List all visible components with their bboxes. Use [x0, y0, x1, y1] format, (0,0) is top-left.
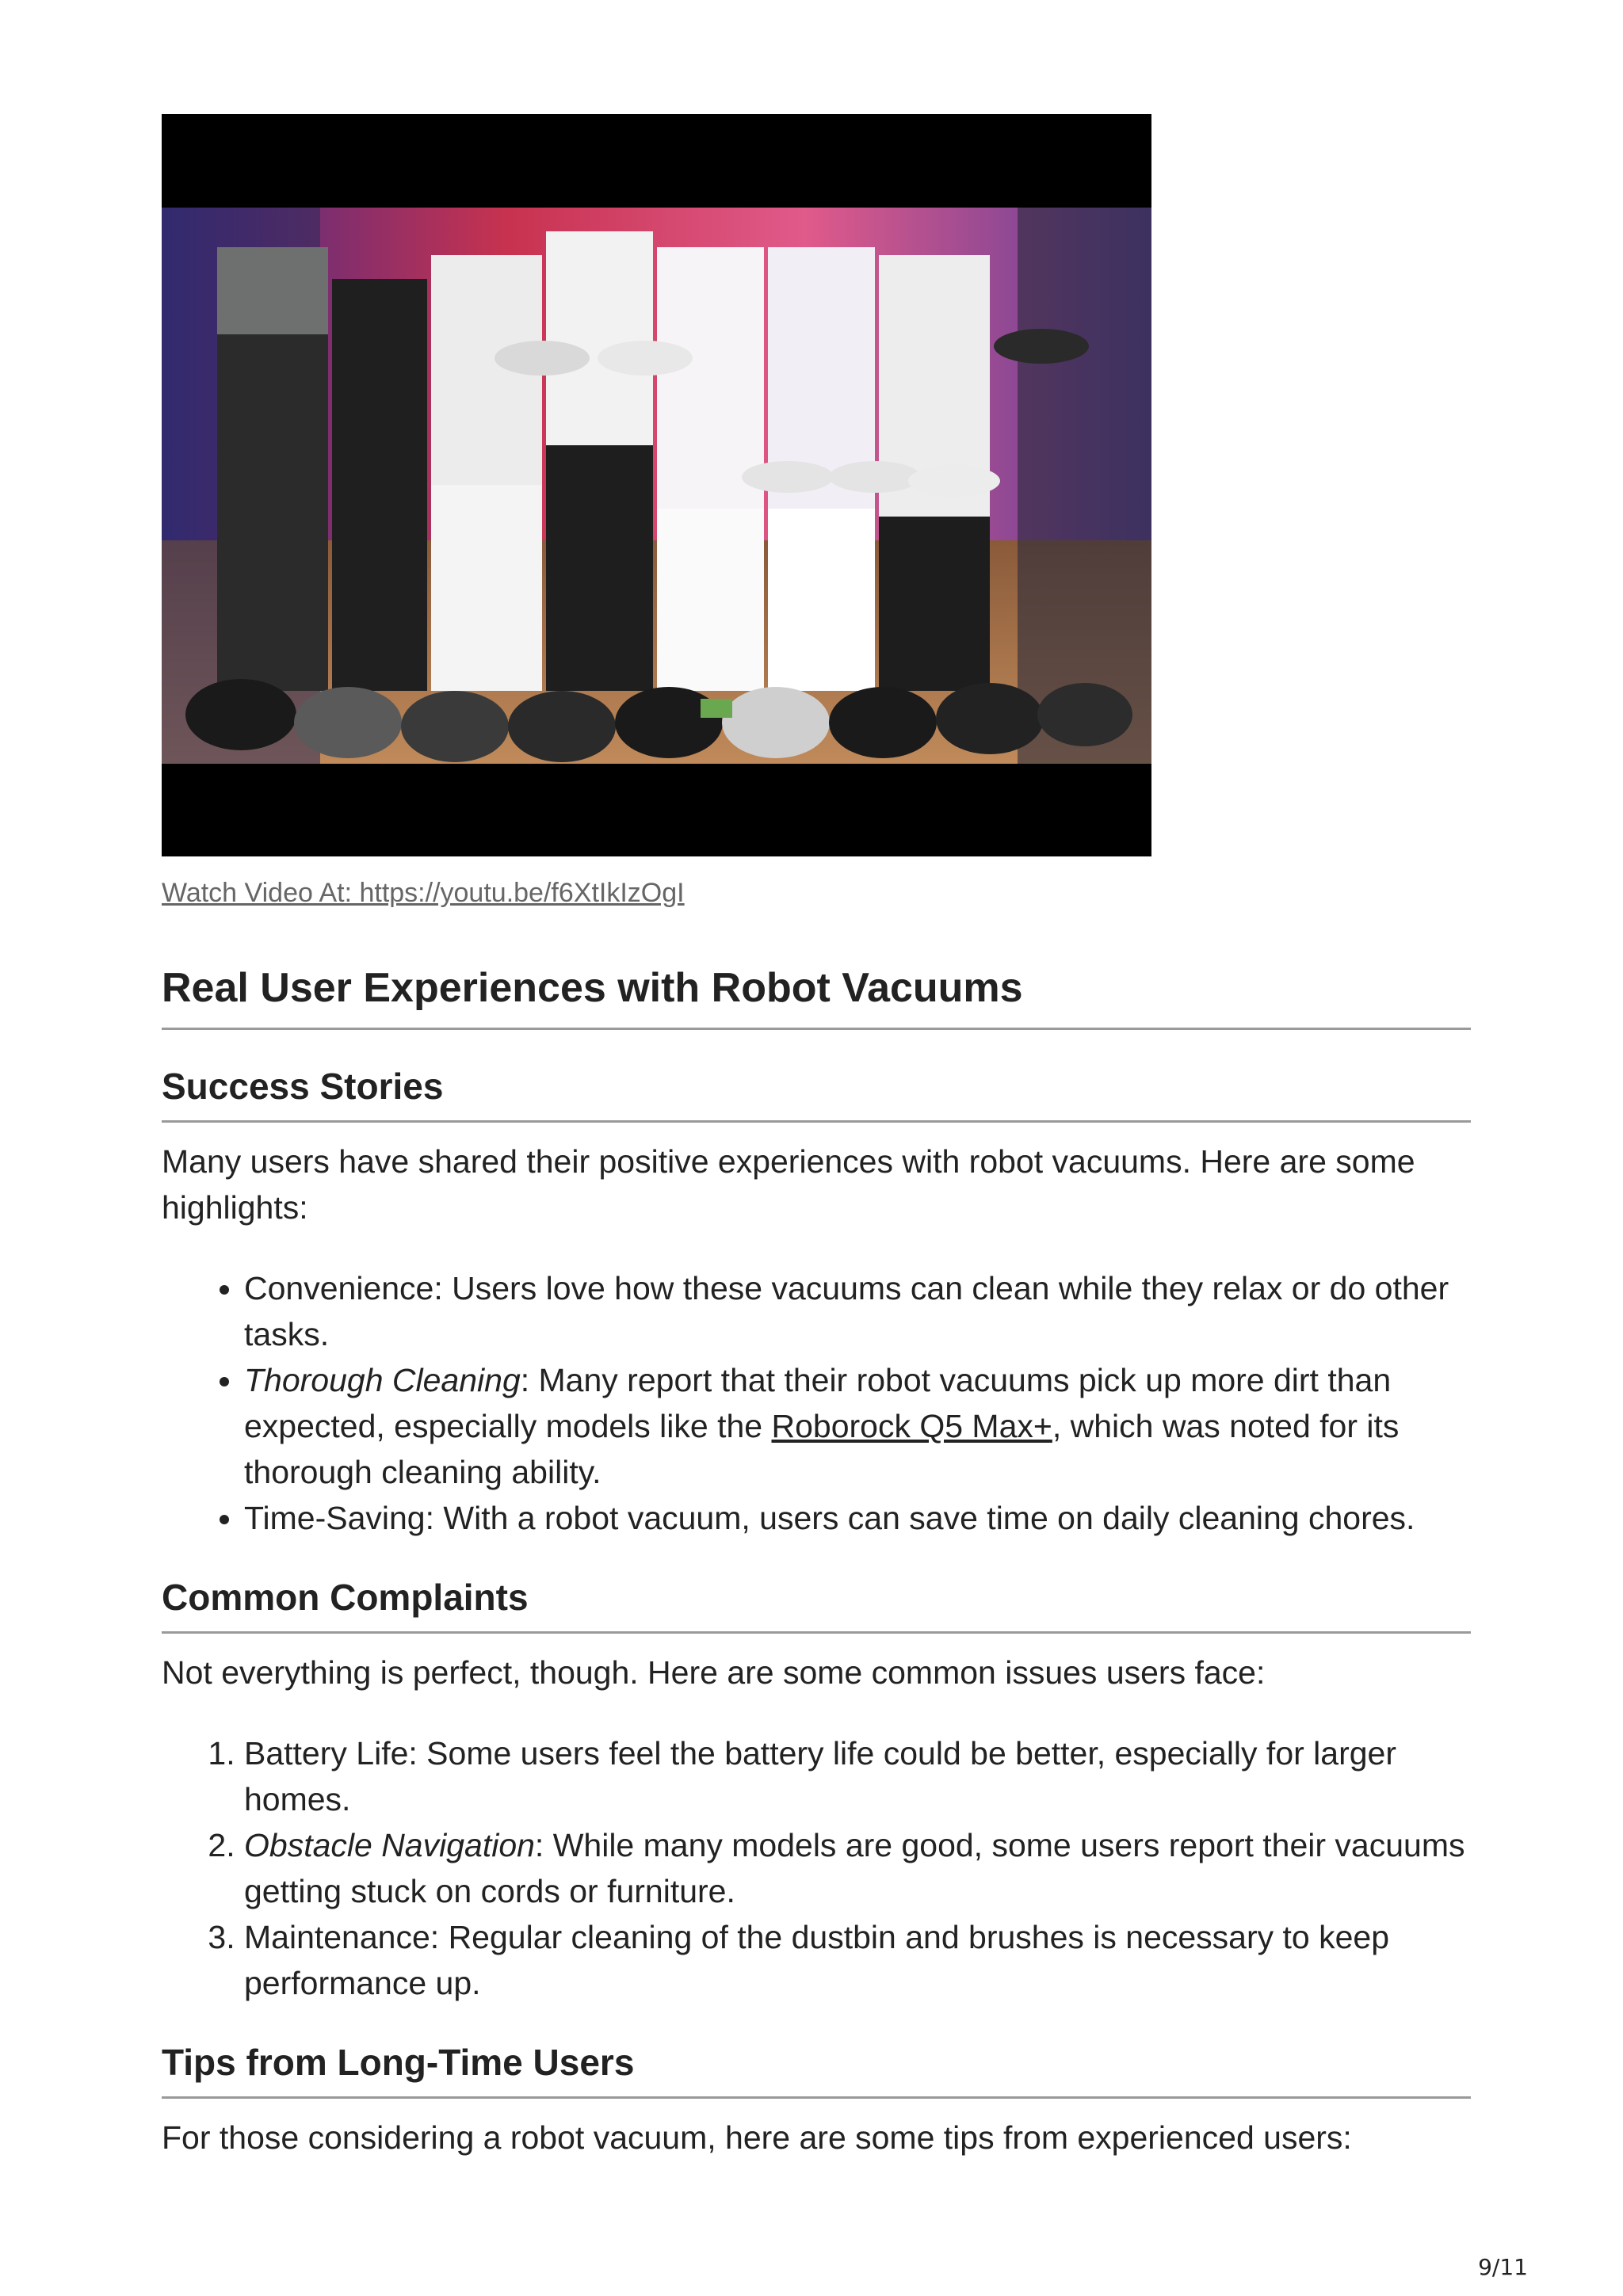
tips-heading: Tips from Long-Time Users [162, 2039, 1471, 2099]
section-title: Real User Experiences with Robot Vacuums [162, 963, 1471, 1030]
video-caption-link[interactable]: Watch Video At: https://youtu.be/f6XtIkIzOgI [162, 878, 685, 908]
video-thumbnail[interactable] [162, 114, 1151, 856]
item-text: : Some users feel the battery life could be better, especially for larger homes. [244, 1735, 1396, 1817]
success-stories-intro: Many users have shared their positive experiences with robot vacuums. Here are some highlights: [162, 1143, 1415, 1226]
item-label: Convenience [244, 1270, 434, 1306]
item-text: : Regular cleaning of the dustbin and brushes is necessary to keep performance up. [244, 1919, 1390, 2001]
tips-intro: For those considering a robot vacuum, here are some tips from experienced users: [162, 2119, 1352, 2156]
item-text: : While many models are good, some users report their vacuums getting stuck on cords or furniture. [244, 1827, 1465, 1909]
common-complaints-heading: Common Complaints [162, 1574, 1471, 1634]
common-complaints-intro: Not everything is perfect, though. Here are some common issues users face: [162, 1654, 1266, 1691]
item-text: : Users love how these vacuums can clean while they relax or do other tasks. [244, 1270, 1449, 1352]
item-text: , which was noted for its thorough cleaning ability. [244, 1408, 1400, 1490]
list-item [244, 1730, 1471, 1822]
common-complaints-list [162, 1730, 1471, 2006]
item-label: Battery Life [244, 1735, 409, 1772]
item-label: Thorough Cleaning [244, 1362, 521, 1398]
list-item [244, 1495, 1471, 1541]
robot-vacuum-lineup-image [162, 208, 1151, 764]
list-item [244, 1822, 1471, 1914]
item-label: Obstacle Navigation [244, 1827, 535, 1863]
item-text: : Many report that their robot vacuums pick up more dirt than expected, especially models like the [244, 1362, 1392, 1444]
item-label: Maintenance [244, 1919, 430, 1955]
success-stories-list [162, 1265, 1471, 1541]
document-page [162, 114, 1471, 2161]
item-text: : With a robot vacuum, users can save time on daily cleaning chores. [425, 1500, 1415, 1536]
success-stories-heading: Success Stories [162, 1063, 1471, 1123]
roborock-q5-max-link[interactable]: Roborock Q5 Max+ [771, 1408, 1052, 1444]
page-number: 9/11 [1478, 2254, 1528, 2280]
list-item [244, 1357, 1471, 1495]
list-item [244, 1265, 1471, 1357]
list-item [244, 1914, 1471, 2006]
item-label: Time-Saving [244, 1500, 426, 1536]
